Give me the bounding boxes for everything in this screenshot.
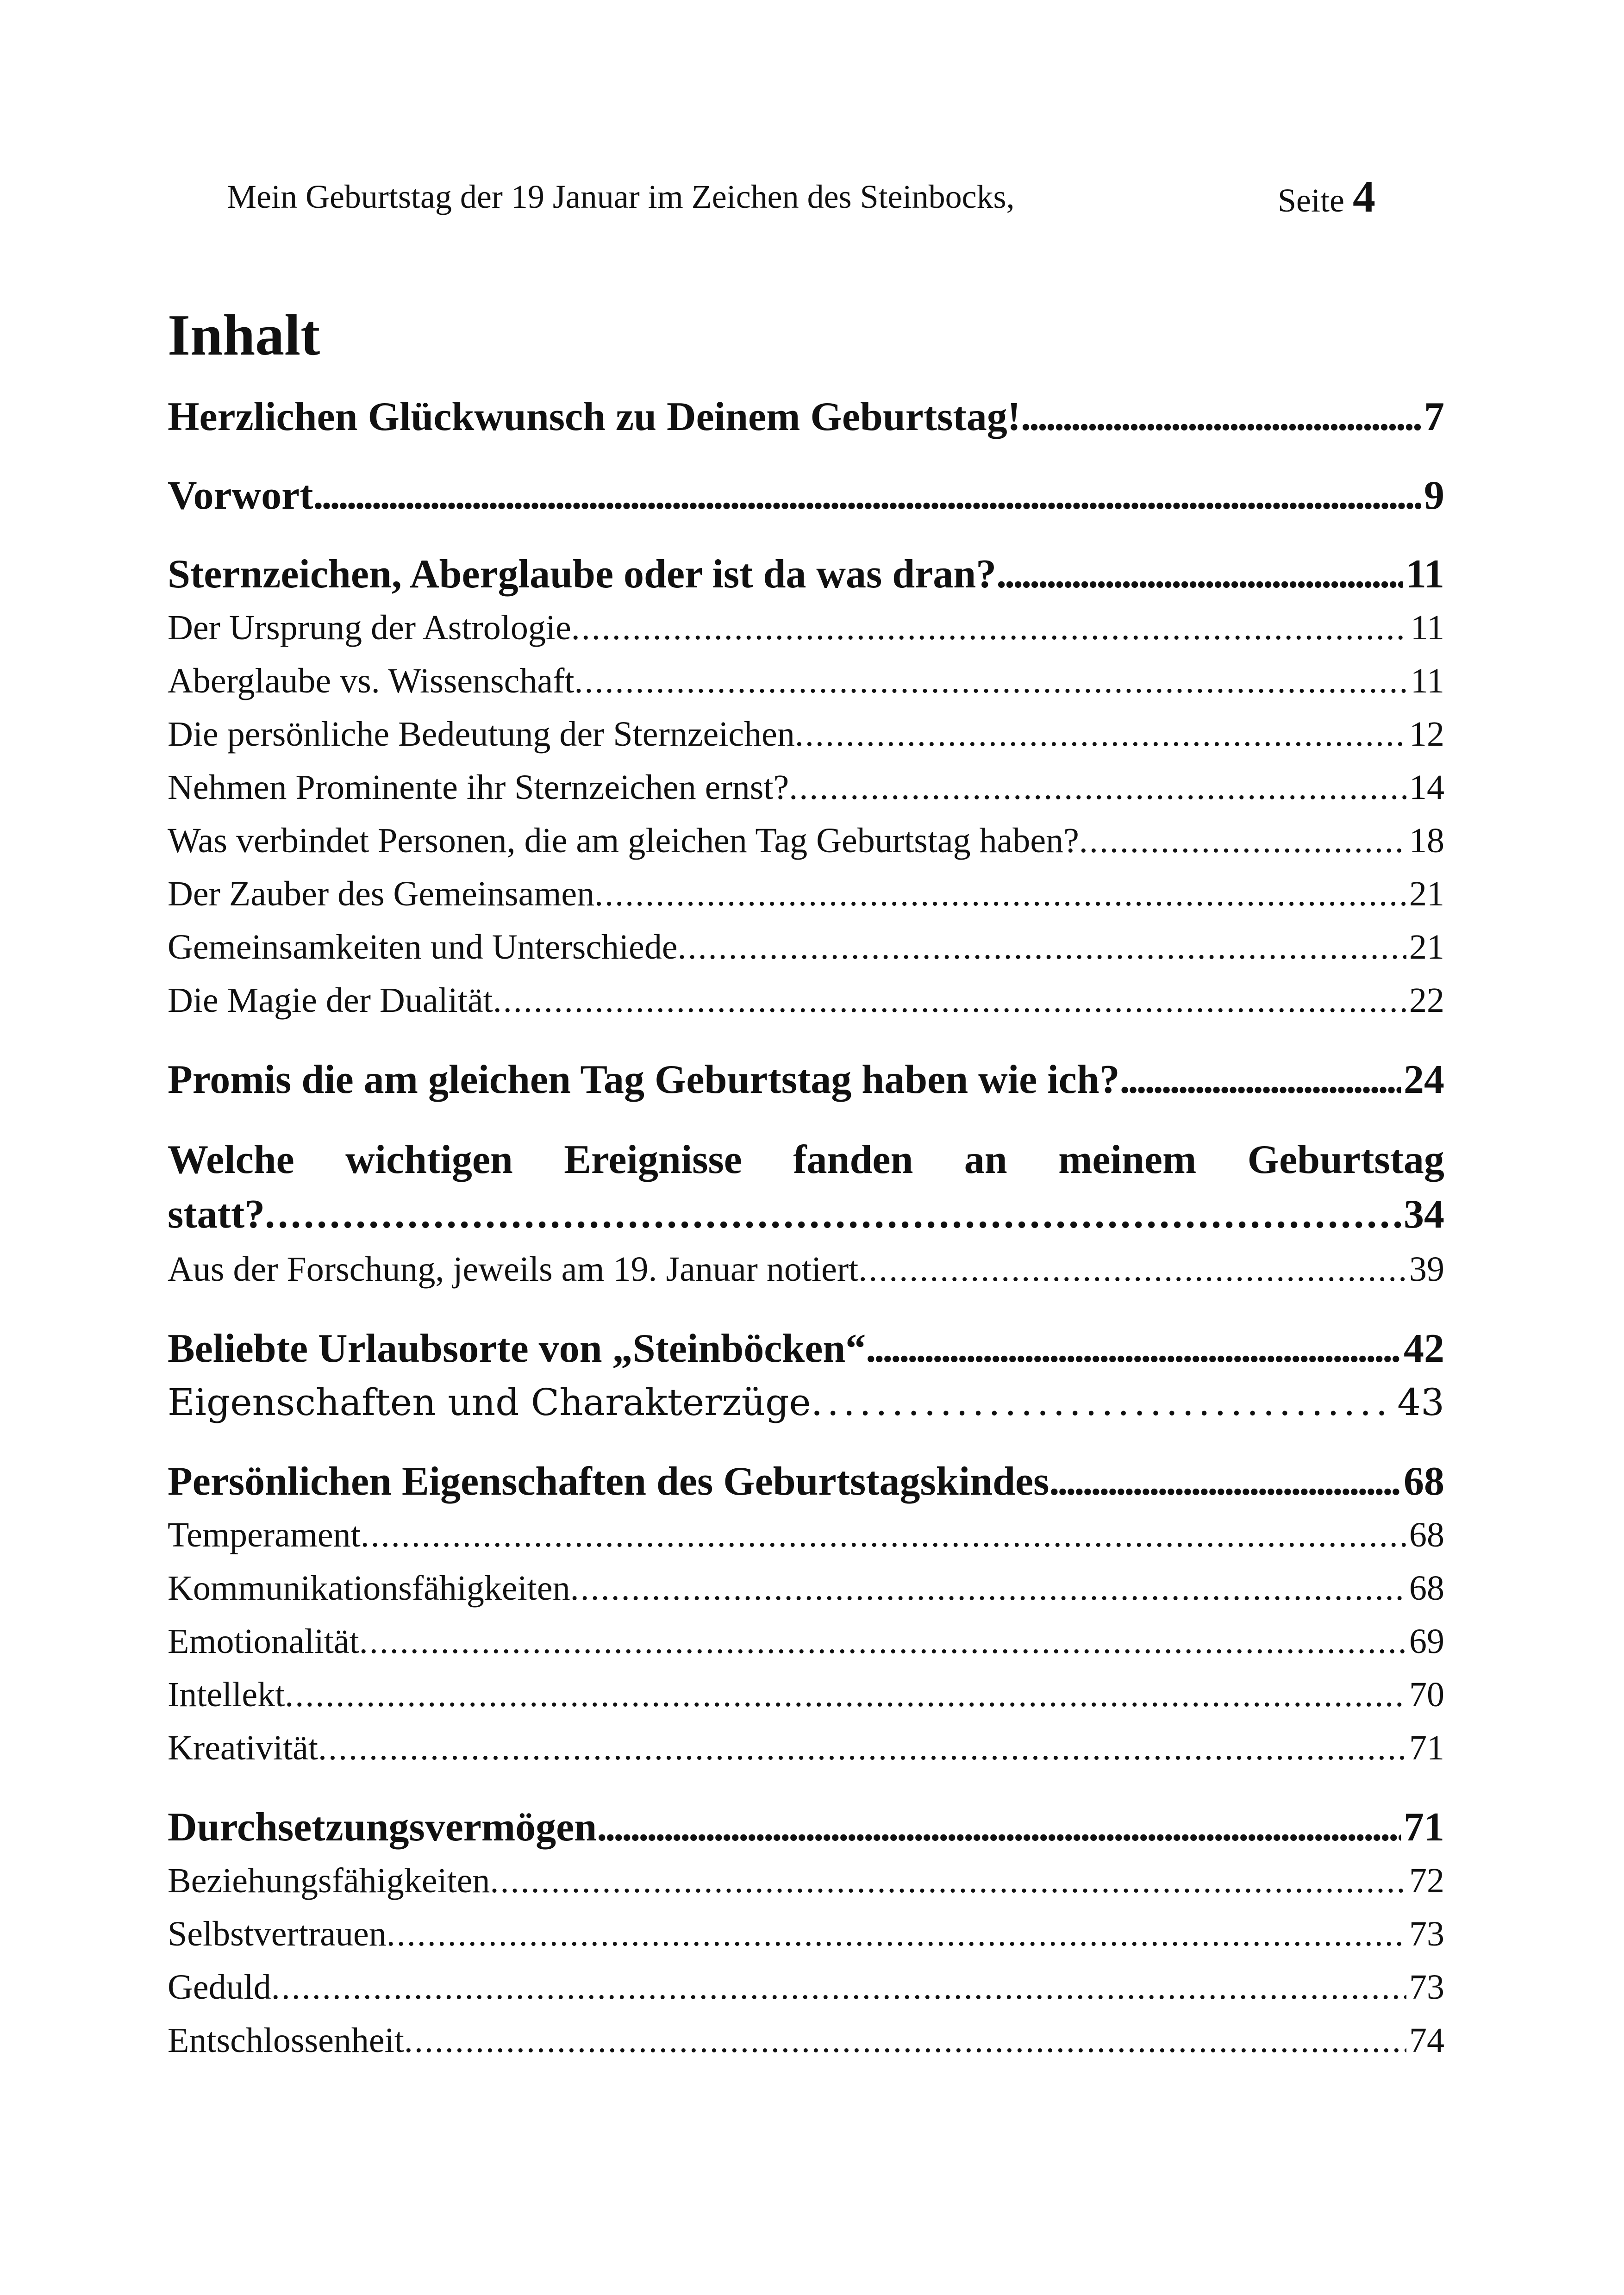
toc-entry-label: Persönlichen Eigenschaften des Geburtstagskindes	[168, 1459, 1049, 1504]
toc-entry-section[interactable]	[168, 1961, 1444, 2014]
toc-entry-page: 42	[1404, 1326, 1444, 1371]
toc-entry-page: 73	[1409, 1968, 1444, 2007]
toc-entry-section[interactable]	[168, 921, 1444, 974]
toc-entry-page: 7	[1424, 394, 1444, 439]
toc-entry-label: Aus der Forschung, jeweils am 19. Januar notiert	[168, 1250, 859, 1289]
toc-entry-label: Die persönliche Bedeutung der Sternzeichen	[168, 715, 795, 754]
toc-entry-section[interactable]	[168, 1668, 1444, 1721]
toc-entry-label: Vorwort	[168, 473, 313, 518]
toc-title: Inhalt	[168, 303, 320, 368]
toc-entry-page: 68	[1409, 1569, 1444, 1608]
toc-entry-chapter[interactable]	[168, 1323, 1444, 1375]
toc-entry-page: 34	[1404, 1192, 1444, 1237]
toc-entry-word: Welche	[168, 1137, 294, 1182]
toc-entry-label: Eigenschaften und Charakterzüge	[168, 1381, 811, 1424]
dot-leader	[318, 1721, 1406, 1775]
dot-leader	[597, 1802, 1401, 1853]
toc-entry-label: Gemeinsamkeiten und Unterschiede	[168, 928, 678, 967]
toc-entry-section[interactable]	[168, 708, 1444, 761]
toc-entry-section[interactable]	[168, 867, 1444, 921]
dot-leader	[858, 1243, 1406, 1296]
dot-leader	[271, 1961, 1406, 2014]
dot-leader	[789, 761, 1406, 814]
toc-entry-page: 14	[1409, 768, 1444, 807]
toc-entry-label: Beziehungsfähigkeiten	[168, 1861, 490, 1900]
toc-entry-label-line2	[168, 1187, 1444, 1242]
toc-entry-page: 9	[1424, 473, 1444, 518]
toc-entry-page: 24	[1404, 1057, 1444, 1102]
toc-entry-label: Beliebte Urlaubsorte von „Steinböcken“	[168, 1326, 866, 1371]
dot-leader	[866, 1323, 1401, 1375]
toc-entry-page: 39	[1409, 1250, 1444, 1289]
toc-entry-label: Der Zauber des Gemeinsamen	[168, 874, 595, 913]
toc-entry-chapter[interactable]	[168, 1054, 1444, 1106]
toc-entry-section[interactable]	[168, 1562, 1444, 1615]
toc-entry-label: Durchsetzungsvermögen	[168, 1805, 597, 1850]
toc-entry-label: Temperament	[168, 1515, 361, 1554]
dot-leader	[795, 708, 1406, 761]
dot-leader	[678, 921, 1406, 974]
toc-entry-page: 11	[1405, 552, 1444, 597]
toc-entry-word: wichtigen	[345, 1137, 513, 1182]
page-number: 4	[1352, 172, 1375, 222]
toc-entry-section[interactable]	[168, 1721, 1444, 1775]
toc-entry-page: 73	[1409, 1915, 1444, 1953]
dot-leader	[359, 1615, 1406, 1668]
toc-entry-page: 11	[1410, 661, 1444, 700]
toc-entry-page: 18	[1409, 821, 1444, 860]
toc-entry-section[interactable]	[168, 1854, 1444, 1908]
page-indicator	[1278, 167, 1375, 231]
page-label: Seite	[1278, 182, 1344, 219]
toc-entry-page: 72	[1409, 1861, 1444, 1900]
dot-leader	[1079, 814, 1406, 867]
dot-leader	[1021, 391, 1421, 443]
toc-entry-section[interactable]	[168, 974, 1444, 1027]
toc-entry-section[interactable]	[168, 655, 1444, 708]
toc-entry-section[interactable]	[168, 1615, 1444, 1668]
toc-entry-section[interactable]	[168, 1509, 1444, 1562]
toc-entry-page: 68	[1404, 1459, 1444, 1504]
toc-entry-page: 12	[1409, 715, 1444, 754]
dot-leader	[570, 1562, 1406, 1615]
toc-entry-word: Geburtstag	[1247, 1137, 1444, 1182]
toc-entry-section[interactable]	[168, 1376, 1444, 1429]
toc-entry-label: Emotionalität	[168, 1622, 359, 1661]
toc-entry-page: 43	[1397, 1381, 1444, 1424]
running-header	[227, 167, 1389, 227]
toc-entry-chapter[interactable]	[168, 1133, 1444, 1242]
toc-entry-page: 21	[1409, 928, 1444, 967]
toc-entry-label: Kreativität	[168, 1728, 318, 1767]
dot-leader	[1049, 1456, 1401, 1508]
toc-entry-chapter[interactable]	[168, 549, 1444, 600]
toc-entry-label: Intellekt	[168, 1675, 285, 1714]
toc-entry-page: 71	[1404, 1805, 1444, 1850]
toc-entry-word: fanden	[793, 1137, 913, 1182]
toc-entry-label: Kommunikationsfähigkeiten	[168, 1569, 570, 1608]
toc-entry-section[interactable]	[168, 2014, 1444, 2067]
dot-leader	[265, 1187, 1401, 1242]
toc-entry-label: Entschlossenheit	[168, 2021, 404, 2060]
dot-leader	[285, 1668, 1406, 1721]
dot-leader	[571, 601, 1408, 655]
toc-entry-label: Der Ursprung der Astrologie	[168, 608, 571, 647]
table-of-contents	[168, 391, 1444, 2067]
dot-leader	[996, 549, 1403, 600]
dot-leader	[1120, 1054, 1401, 1106]
toc-entry-label: Promis die am gleichen Tag Geburtstag haben wie ich?	[168, 1057, 1120, 1102]
dot-leader	[387, 1908, 1406, 1961]
toc-entry-page: 69	[1409, 1622, 1444, 1661]
toc-entry-label-line1	[168, 1133, 1444, 1187]
running-title: Mein Geburtstag der 19 Januar im Zeichen des Steinbocks,	[227, 178, 1015, 215]
toc-entry-page: 68	[1409, 1515, 1444, 1554]
toc-entry-label: Herzlichen Glückwunsch zu Deinem Geburtstag!	[168, 394, 1021, 439]
toc-entry-chapter[interactable]	[168, 391, 1444, 443]
toc-entry-label: Was verbindet Personen, die am gleichen Tag Geburtstag haben?	[168, 821, 1079, 860]
toc-entry-label: Sternzeichen, Aberglaube oder ist da was dran?	[168, 552, 997, 597]
toc-entry-label: statt?	[168, 1192, 265, 1237]
toc-entry-chapter[interactable]	[168, 1802, 1444, 1853]
toc-entry-page: 21	[1409, 874, 1444, 913]
toc-entry-page: 11	[1410, 608, 1444, 647]
toc-entry-label: Selbstvertrauen	[168, 1915, 387, 1953]
toc-entry-page: 22	[1409, 981, 1444, 1020]
toc-entry-page: 70	[1409, 1675, 1444, 1714]
toc-entry-section[interactable]	[168, 761, 1444, 814]
toc-entry-label: Aberglaube vs. Wissenschaft	[168, 661, 575, 700]
toc-entry-word: an	[964, 1137, 1007, 1182]
toc-entry-label: Nehmen Prominente ihr Sternzeichen ernst?	[168, 768, 789, 807]
toc-entry-section[interactable]	[168, 1908, 1444, 1961]
dot-leader	[313, 470, 1421, 522]
toc-entry-word: meinem	[1058, 1137, 1197, 1182]
toc-entry-label: Geduld	[168, 1968, 271, 2007]
toc-entry-section[interactable]	[168, 601, 1444, 655]
dot-leader	[361, 1509, 1406, 1562]
dot-leader	[404, 2014, 1406, 2067]
dot-leader	[493, 974, 1406, 1027]
toc-entry-label: Die Magie der Dualität	[168, 981, 493, 1020]
toc-entry-page: 71	[1409, 1728, 1444, 1767]
toc-entry-section[interactable]	[168, 1243, 1444, 1296]
toc-entry-word: Ereignisse	[564, 1137, 742, 1182]
toc-entry-page: 74	[1409, 2021, 1444, 2060]
dot-leader	[594, 867, 1406, 921]
dot-leader	[575, 655, 1408, 708]
toc-entry-chapter[interactable]	[168, 470, 1444, 522]
toc-entry-chapter[interactable]	[168, 1456, 1444, 1508]
dot-leader	[811, 1376, 1395, 1429]
toc-entry-section[interactable]	[168, 814, 1444, 867]
dot-leader	[490, 1854, 1406, 1908]
